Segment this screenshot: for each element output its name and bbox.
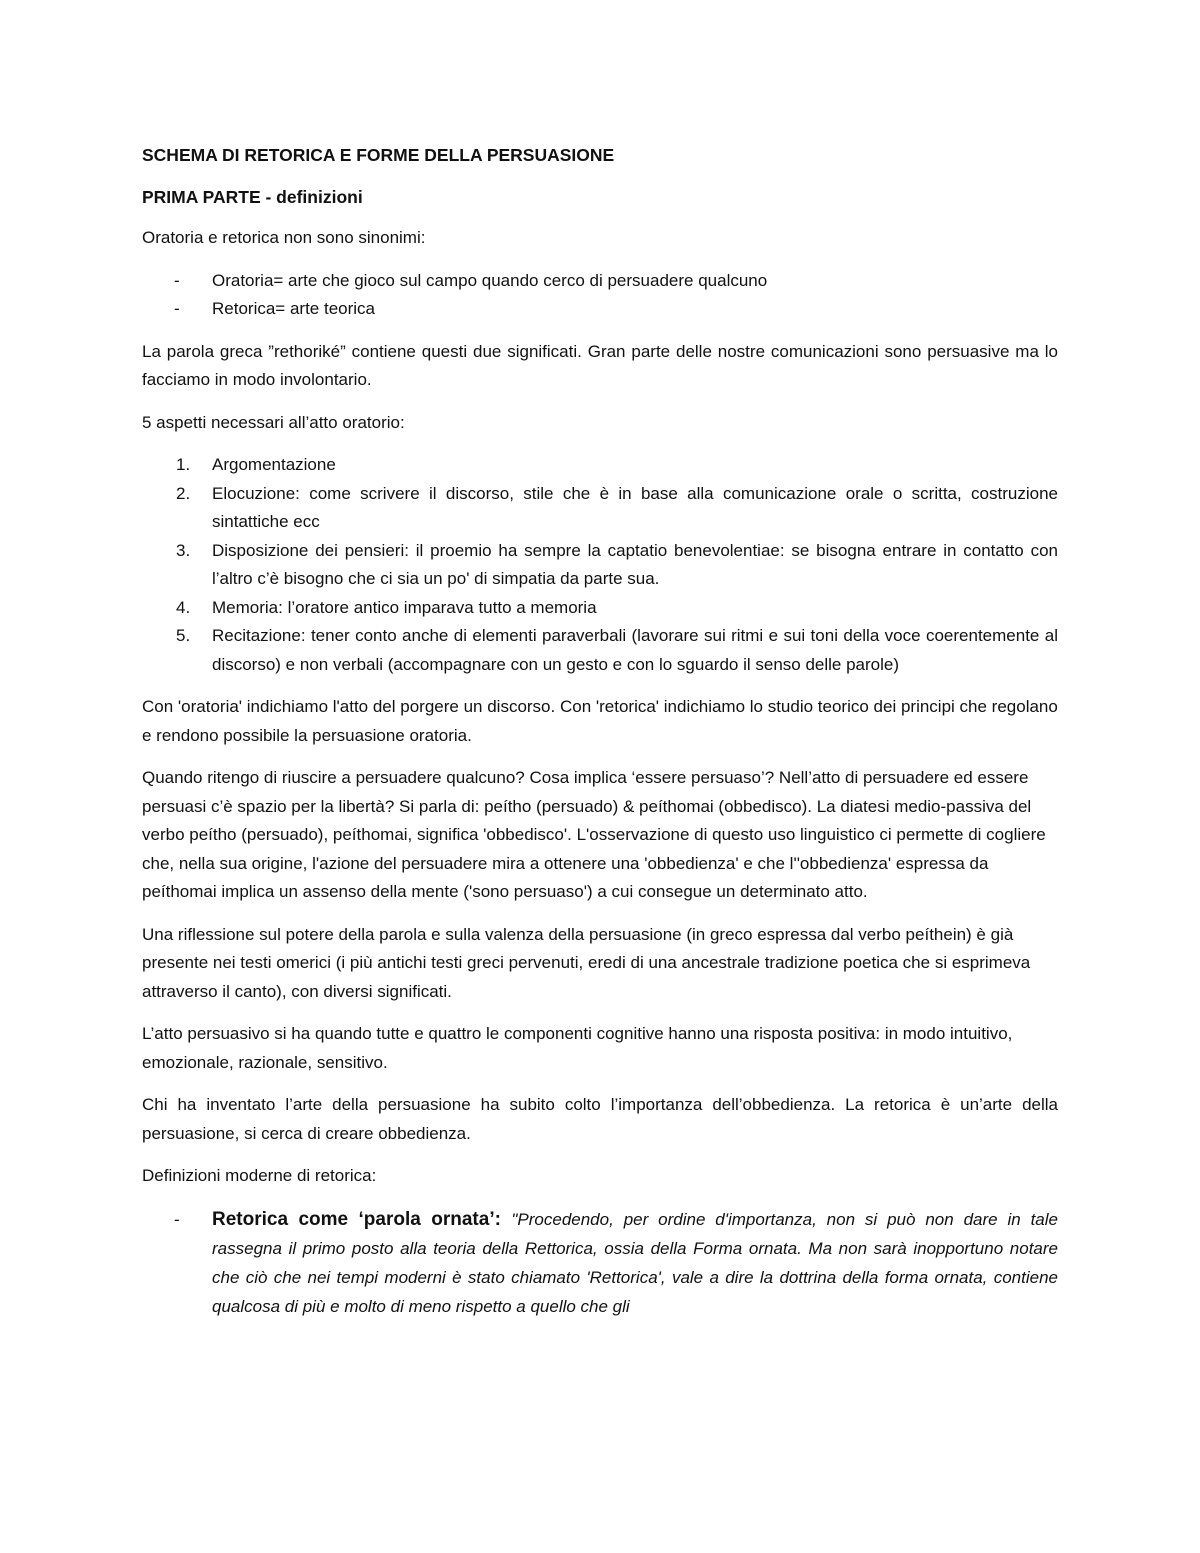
list-item [142, 267, 1058, 296]
list-number: 4. [176, 597, 191, 617]
paragraph-rethorike: La parola greca ”rethoriké” contiene questi due significati. Gran parte delle nostre comunicazioni sono persuasive ma lo facciamo in modo involontario. [142, 341, 1058, 389]
paragraph-oratoria-retorica: Oratoria e retorica non sono sinonimi: [142, 228, 426, 247]
list-number: 1. [176, 455, 191, 474]
paragraph-definizioni-moderne: Definizioni moderne di retorica: [142, 1166, 377, 1185]
section-heading: PRIMA PARTE - definizioni [142, 187, 363, 207]
list-item-text: Memoria: l’oratore antico imparava tutto a memoria [212, 597, 597, 617]
paragraph-oratoria-definizione: Con 'oratoria' indichiamo l'atto del porgere un discorso. Con 'retorica' indichiamo lo studio teorico dei principi che regolano e rendono possibile la persuasione oratoria. [142, 697, 1058, 745]
list-item [142, 1205, 1058, 1321]
list-item-text: Retorica= arte teorica [212, 299, 375, 318]
dash-marker: - [174, 299, 180, 318]
list-number: 2. [176, 483, 191, 503]
numbered-list [142, 451, 1058, 679]
list-item [142, 295, 1058, 324]
list-item [142, 537, 1058, 594]
list-number: 5. [176, 626, 191, 645]
dash-marker: - [174, 270, 180, 290]
paragraph-peitho: Quando ritengo di riuscire a persuadere qualcuno? Cosa implica ‘essere persuaso’? Nell’atto di persuadere ed essere persuasi c’è spazio per la libertà? Si parla di: peítho (persuado) & peíthomai (obbedisco). La diatesi medio-passiva del verbo peítho (persuado), peíthomai, significa 'obbedisco'. L'osservazione di questo uso linguistico ci permette di cogliere che, nella sua origine, l'azione del persuadere mira a ottenere una 'obbedienza' e che l''obbedienza' espressa da peíthomai implica un assenso della mente ('sono persuaso') a cui consegue un determinato atto. [142, 768, 1046, 901]
list-item-text: Elocuzione: come scrivere il discorso, stile che è in base alla comunicazione orale o scritta, costruzione sintattiche ecc [212, 483, 1058, 531]
list-item-text: Argomentazione [212, 455, 336, 474]
list-item-text: Oratoria= arte che gioco sul campo quando cerco di persuadere qualcuno [212, 270, 768, 290]
definition-lead: Retorica come ‘parola ornata’: [212, 1208, 512, 1230]
paragraph-obbedienza: Chi ha inventato l’arte della persuasione ha subito colto l’importanza dell’obbedienza. La retorica è un’arte della persuasione, si cerca di creare obbedienza. [142, 1095, 1058, 1143]
document-title: SCHEMA DI RETORICA E FORME DELLA PERSUASIONE [142, 145, 615, 165]
dash-marker: - [174, 1209, 180, 1229]
dash-list [142, 267, 1058, 324]
definition-text [212, 1205, 1058, 1321]
list-item [142, 594, 1058, 623]
paragraph-atto-persuasivo: L’atto persuasivo si ha quando tutte e quattro le componenti cognitive hanno una risposta positiva: in modo intuitivo, emozionale, razionale, sensitivo. [142, 1024, 1013, 1072]
paragraph-testi-omerici: Una riflessione sul potere della parola e sulla valenza della persuasione (in greco espressa dal verbo peíthein) è già presente nei testi omerici (i più antichi testi greci pervenuti, eredi di una ancestrale tradizione poetica che si esprimeva attraverso il canto), con diversi significati. [142, 924, 1031, 1001]
definitions-list [142, 1205, 1058, 1321]
list-item-text: Disposizione dei pensieri: il proemio ha sempre la captatio benevolentiae: se bisogna entrare in contatto con l’altro c’è bisogno che ci sia un po' di simpatia da parte sua. [212, 540, 1058, 588]
list-item-text: Recitazione: tener conto anche di elementi paraverbali (lavorare sui ritmi e sui toni della voce coerentemente al discorso) e non verbali (accompagnare con un gesto e con lo sguardo il senso delle parole) [212, 626, 1058, 674]
list-number: 3. [176, 540, 191, 560]
definition-quote: "Procedendo, per ordine d'importanza, non si può non dare in tale rassegna il primo posto alla teoria della Rettorica, ossia della Forma ornata. Ma non sarà inopportuno notare che ciò che nei tempi moderni è stato chiamato 'Rettorica', vale a dire la dottrina della forma ornata, contiene qualcosa di più e molto di meno rispetto a quello che gli [212, 1209, 1058, 1316]
document-body [142, 140, 1058, 1335]
list-item [142, 480, 1058, 537]
list-item [142, 451, 1058, 480]
list-item [142, 622, 1058, 679]
paragraph-aspetti: 5 aspetti necessari all’atto oratorio: [142, 412, 405, 432]
